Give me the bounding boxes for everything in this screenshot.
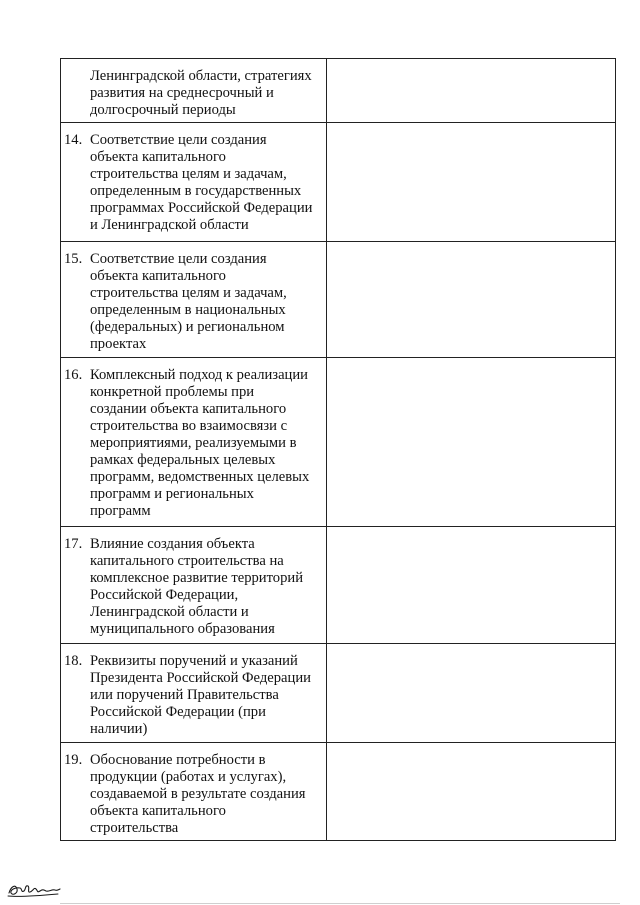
criterion-number: 15. <box>64 251 83 267</box>
value-cell <box>327 59 616 123</box>
criterion-text-line: Ленинградской области, стратегиях <box>90 68 312 84</box>
criterion-text <box>90 367 322 520</box>
criterion-text-line: комплексное развитие территорий <box>90 570 303 586</box>
criterion-text-line: создаваемой в результате создания <box>90 786 306 802</box>
criterion-text <box>90 653 322 738</box>
table-row <box>61 123 616 242</box>
criterion-text-line: рамках федеральных целевых <box>90 452 276 468</box>
criterion-text-line: или поручений Правительства <box>90 687 279 703</box>
criterion-text-line: капитального строительства на <box>90 553 284 569</box>
table-row <box>61 527 616 644</box>
criterion-text-line: строительства во взаимосвязи с <box>90 418 288 434</box>
criterion-text <box>90 132 322 234</box>
criterion-text-line: Комплексный подход к реализации <box>90 367 308 383</box>
criterion-number: 18. <box>64 653 83 669</box>
table-row <box>61 358 616 527</box>
criterion-number: 17. <box>64 536 83 552</box>
criterion-text-line: программ и региональных <box>90 486 254 502</box>
criterion-number: 19. <box>64 752 83 768</box>
value-cell <box>327 644 616 743</box>
criterion-text-line: муниципального образования <box>90 621 275 637</box>
criterion-cell <box>61 743 327 841</box>
criterion-text-line: Реквизиты поручений и указаний <box>90 653 298 669</box>
criterion-text-line: Обоснование потребности в <box>90 752 266 768</box>
criterion-text-line: объекта капитального <box>90 149 226 165</box>
criterion-text-line: конкретной проблемы при <box>90 384 255 400</box>
page-bottom-edge <box>60 903 620 904</box>
criterion-text-line: строительства целям и задачам, <box>90 285 287 301</box>
criterion-text-line: Соответствие цели создания <box>90 132 267 148</box>
value-cell <box>327 242 616 358</box>
criterion-text-line: Ленинградской области и <box>90 604 249 620</box>
criterion-text-line: наличии) <box>90 721 148 737</box>
criterion-cell <box>61 123 327 242</box>
criterion-cell <box>61 644 327 743</box>
criterion-text-line: Президента Российской Федерации <box>90 670 311 686</box>
criterion-text-line: мероприятиями, реализуемыми в <box>90 435 297 451</box>
criterion-text <box>90 536 322 638</box>
criterion-text-line: программах Российской Федерации <box>90 200 313 216</box>
table-row <box>61 242 616 358</box>
criterion-text-line: Российской Федерации (при <box>90 704 266 720</box>
criterion-text-line: определенным в национальных <box>90 302 286 318</box>
criterion-number: 16. <box>64 367 83 383</box>
criterion-text <box>90 68 322 119</box>
criterion-number: 14. <box>64 132 83 148</box>
criterion-text-line: строительства <box>90 820 179 836</box>
criterion-text-line: Влияние создания объекта <box>90 536 255 552</box>
criterion-text-line: Соответствие цели создания <box>90 251 267 267</box>
table-row <box>61 59 616 123</box>
criterion-cell <box>61 358 327 527</box>
criterion-text-line: и Ленинградской области <box>90 217 249 233</box>
handwritten-initials <box>6 878 62 900</box>
value-cell <box>327 358 616 527</box>
criterion-text <box>90 251 322 353</box>
criterion-text-line: программ, ведомственных целевых <box>90 469 310 485</box>
criterion-text-line: определенным в государственных <box>90 183 302 199</box>
table-row <box>61 743 616 841</box>
criterion-text-line: объекта капитального <box>90 803 226 819</box>
criterion-cell <box>61 242 327 358</box>
criterion-text-line: программ <box>90 503 151 519</box>
value-cell <box>327 123 616 242</box>
criteria-table <box>60 58 616 841</box>
criterion-text-line: проектах <box>90 336 147 352</box>
table-row <box>61 644 616 743</box>
criterion-number <box>64 68 90 119</box>
criterion-text-line: (федеральных) и региональном <box>90 319 285 335</box>
criterion-text-line: создании объекта капитального <box>90 401 287 417</box>
criterion-text <box>90 752 322 837</box>
criterion-text-line: развития на среднесрочный и <box>90 85 274 101</box>
value-cell <box>327 527 616 644</box>
criterion-text-line: строительства целям и задачам, <box>90 166 287 182</box>
criterion-cell <box>61 527 327 644</box>
criterion-cell <box>61 59 327 123</box>
criterion-text-line: Российской Федерации, <box>90 587 239 603</box>
criterion-text-line: продукции (работах и услугах), <box>90 769 287 785</box>
criterion-text-line: долгосрочный периоды <box>90 102 236 118</box>
value-cell <box>327 743 616 841</box>
criterion-text-line: объекта капитального <box>90 268 226 284</box>
